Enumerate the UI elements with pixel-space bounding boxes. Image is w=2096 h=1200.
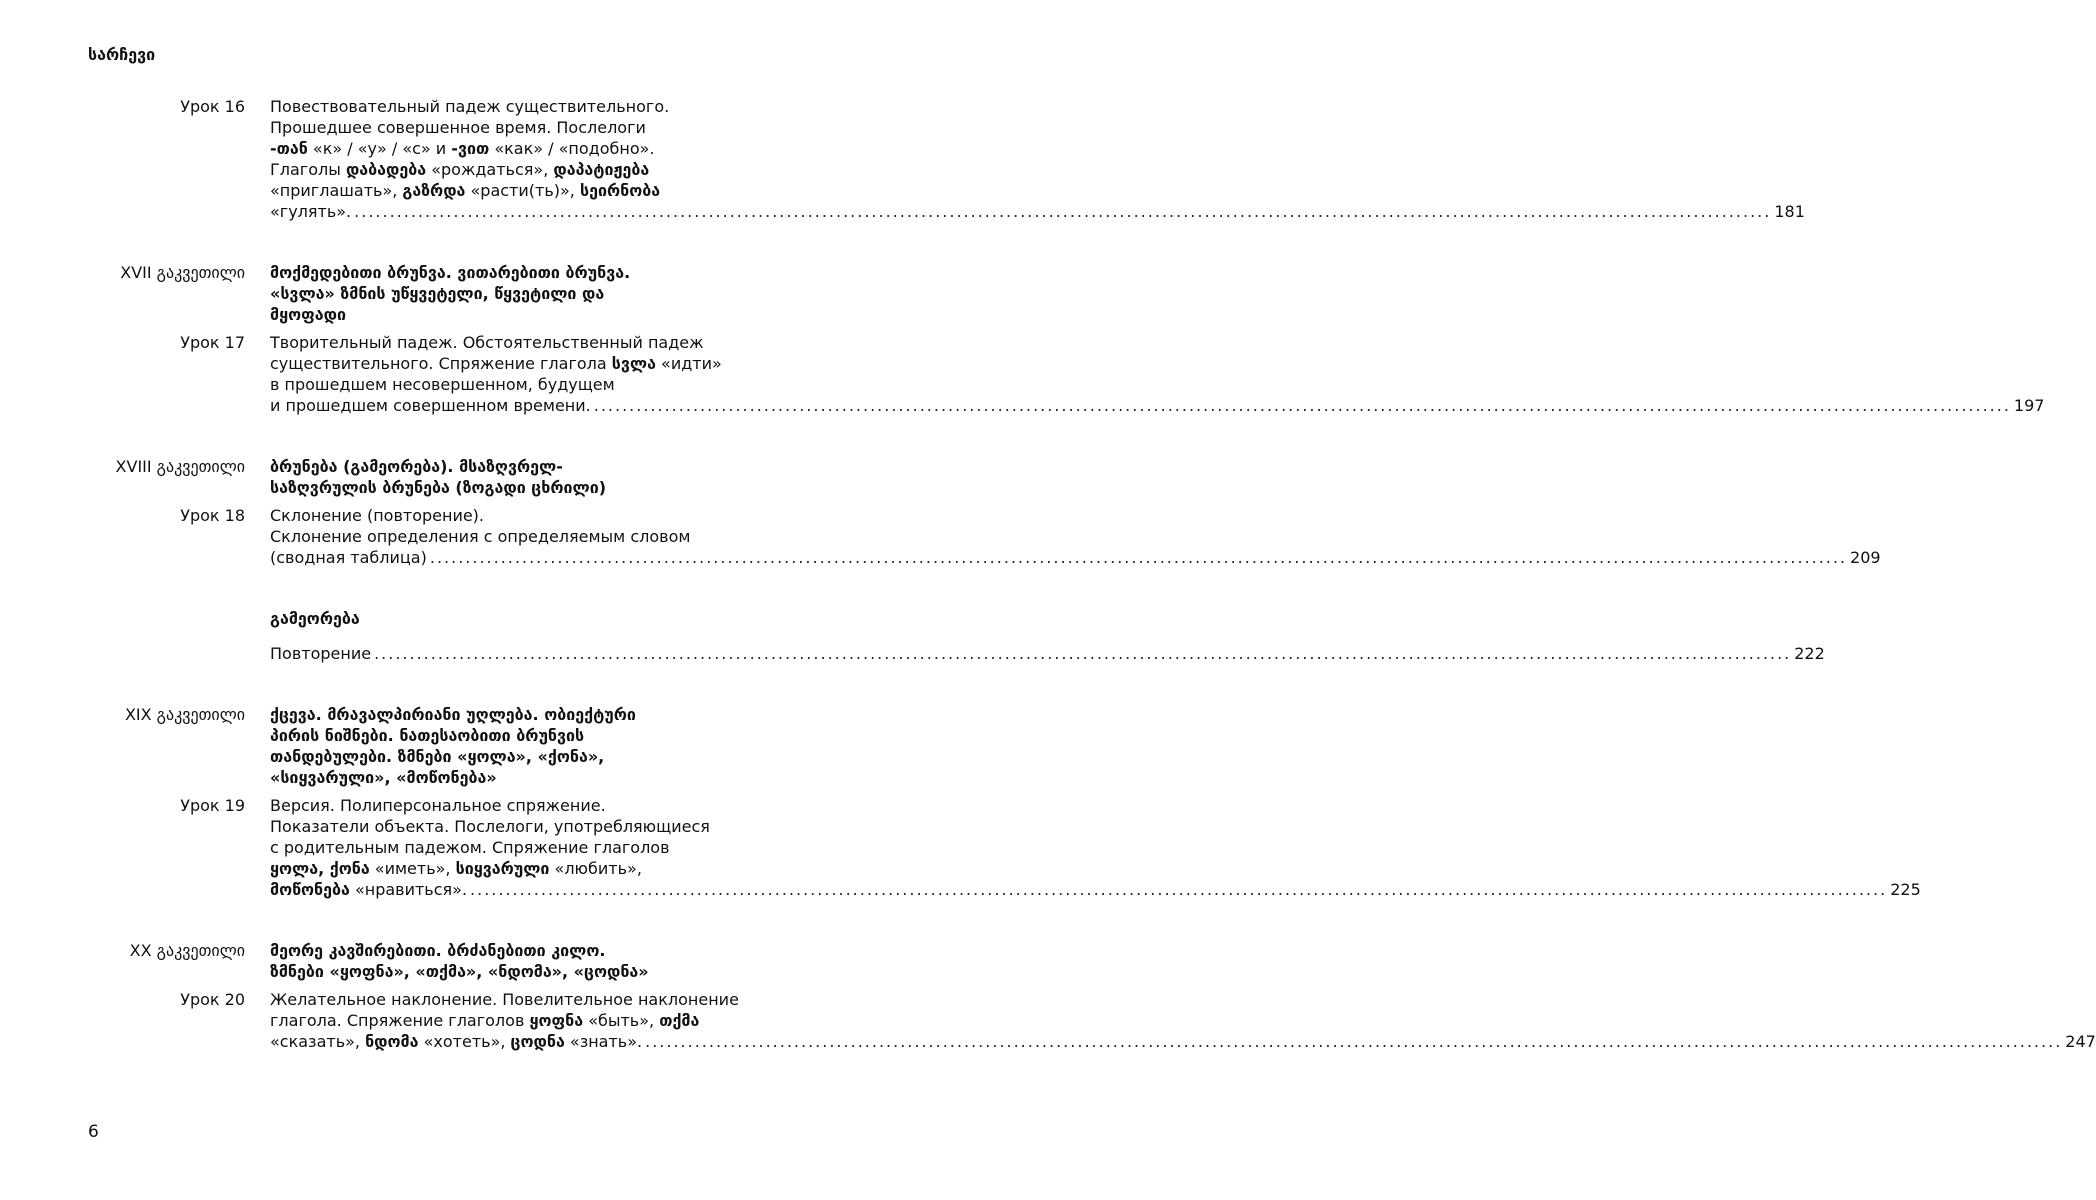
entry-label: Урок 19 [180,796,245,815]
text-run: ქცევა. მრავალპირიანი უღლება. ობიექტური [270,705,636,724]
toc-lesson-entry [0,332,2045,416]
entry-label: Урок 17 [180,333,245,352]
text-run: «гулять». [270,202,352,221]
entry-last-text [270,879,467,900]
text-run: გამეორება [270,609,360,628]
entry-line [270,746,740,767]
bold-term: თქმა [659,1011,700,1030]
toc-lesson-entry [0,643,1825,664]
entry-line [270,304,740,325]
entry-last-line [270,643,1825,664]
page-ref: 247 [2065,1032,2096,1051]
leader-dots: ........................................................................................................................................................................................................ [645,1032,2063,1051]
entry-line [270,837,740,858]
entry-line [270,262,740,283]
entry-line [270,1010,740,1031]
bold-term: დაბადება [345,160,427,179]
bold-term: ცოდნა [510,1032,565,1051]
bold-term: სიყვარული [455,859,550,878]
bold-term: სვლა [611,354,656,373]
toc-chapter-heading [0,456,843,498]
entry-line [270,526,740,547]
text-run: მოქმედებითი ბრუნვა. ვითარებითი ბრუნვა. [270,263,631,282]
entry-label: XX გაკვეთილი [129,941,245,960]
entry-line [270,96,740,117]
entry-last-text [270,395,591,416]
bold-term: სეირნობა [579,181,661,200]
page-number: 6 [88,1122,99,1142]
entry-text [270,332,2045,416]
bold-term: ყოლა, ქონა [270,859,370,878]
bold-term: ნდომა [365,1032,419,1051]
text-run: глагола. Спряжение глаголов [270,1011,530,1030]
text-run: «иметь», [369,859,456,878]
entry-line [270,353,740,374]
text-run: Прошедшее совершенное время. Послелоги [270,118,646,137]
text-run: «хотеть», [418,1032,511,1051]
text-run: პირის ნიშნები. ნათესაობითი ბრუნვის [270,726,585,745]
bold-term: გაზრდა [402,181,466,200]
toc-lesson-entry [0,795,1921,900]
text-run: (сводная таблица) [270,548,427,567]
entry-line [270,989,740,1010]
text-run: с родительным падежом. Спряжение глаголов [270,838,670,857]
text-run: Версия. Полиперсональное спряжение. [270,796,606,815]
text-run: «სვლა» ზმნის უწყვეტელი, წყვეტილი და [270,284,605,303]
entry-label: XVIII გაკვეთილი [115,457,245,476]
toc-chapter-heading [0,262,843,325]
entry-text [270,643,1825,664]
text-run: Творительный падеж. Обстоятельственный падеж [270,333,704,352]
toc-lesson-entry [0,505,1881,568]
entry-line [270,505,740,526]
text-run: «სიყვარული», «მოწონება» [270,768,497,787]
entry-last-text [270,643,371,664]
text-run: მეორე კავშირებითი. ბრძანებითი კილო. [270,941,606,960]
text-run: საზღვრულის ბრუნება (ზოგადი ცხრილი) [270,478,607,497]
entry-line [270,704,740,725]
entry-line [270,767,740,788]
leader-dots: ........................................................................................................................................................................................................ [429,548,1848,567]
bold-term: მოწონება [270,880,350,899]
entry-line [270,456,740,477]
entry-last-line [270,879,1921,900]
entry-text [270,795,1921,900]
entry-text [270,608,740,629]
bold-term: დაპატიჟება [553,160,650,179]
text-run: Склонение определения с определяемым словом [270,527,691,546]
entry-line [270,795,740,816]
entry-label: Урок 16 [180,97,245,116]
entry-last-line [270,547,1881,568]
entry-text [270,704,740,788]
text-run: Склонение (повторение). [270,506,485,525]
page-ref: 197 [2013,396,2045,415]
entry-last-text [270,1031,642,1052]
toc-chapter-heading [0,940,843,982]
toc-chapter-heading [0,704,843,788]
text-run: «любить», [549,859,642,878]
entry-line [270,374,740,395]
text-run: существительного. Спряжение глагола [270,354,612,373]
text-run: ზმნები «ყოფნა», «თქმა», «ნდომა», «ცოდნა» [270,962,649,981]
text-run: Показатели объекта. Послелоги, употребляющиеся [270,817,710,836]
entry-text [270,940,740,982]
text-run: «к» / «у» / «с» и [307,139,452,158]
entry-line [270,477,740,498]
page-ref: 181 [1774,202,1805,221]
text-run: Желательное наклонение. Повелительное наклонение [270,990,739,1009]
entry-label: XIX გაკვეთილი [124,705,245,724]
bold-term: -ვით [451,139,490,158]
bold-term: -თან [270,139,308,158]
entry-text [270,505,1881,568]
text-run: თანდებულები. ზმნები «ყოლა», «ქონა», [270,747,605,766]
text-run: «идти» [655,354,722,373]
text-run: Повторение [270,644,372,663]
entry-line [270,961,740,982]
text-run: ბრუნება (გამეორება). მსაზღვრელ- [270,457,563,476]
text-run: «расти(ть)», [465,181,580,200]
entry-line [270,283,740,304]
leader-dots: ........................................................................................................................................................................................................ [593,396,2011,415]
entry-last-text [270,547,427,568]
entry-line [270,117,740,138]
entry-line [270,138,740,159]
text-run: «рождаться», [426,160,554,179]
leader-dots: ........................................................................................................................................................................................................ [374,644,1792,663]
text-run: «быть», [583,1011,660,1030]
entry-last-line [270,201,1805,222]
entry-text [270,96,1805,222]
leader-dots: ........................................................................................................................................................................................................ [354,202,1772,221]
toc-lesson-entry [0,989,2096,1052]
entry-line [270,816,740,837]
page-ref: 225 [1890,880,1921,899]
entry-line [270,159,740,180]
text-run: и прошедшем совершенном времени. [270,396,591,415]
entry-line [270,725,740,746]
toc-lesson-entry [0,96,1805,222]
entry-text [270,456,740,498]
entry-last-text [270,201,351,222]
page-ref: 222 [1794,644,1825,663]
contents-title: სარჩევი [88,45,156,64]
entry-line [270,332,740,353]
entry-last-line [270,1031,2096,1052]
text-run: в прошедшем несовершенном, будущем [270,375,615,394]
text-run: Повествовательный падеж существительного. [270,97,670,116]
entry-text [270,262,740,325]
text-run: Глаголы [270,160,346,179]
entry-label: Урок 18 [180,506,245,525]
leader-dots: ........................................................................................................................................................................................................ [470,880,1888,899]
text-run: «приглашать», [270,181,403,200]
entry-line [270,608,740,629]
table-of-contents [0,96,2096,1052]
page-ref: 209 [1850,548,1881,567]
entry-label: XVII გაკვეთილი [120,263,245,282]
entry-text [270,989,2096,1052]
text-run: «нравиться». [349,880,468,899]
toc-chapter-heading [0,608,843,629]
text-run: «сказать», [270,1032,366,1051]
text-run: «знать». [564,1032,643,1051]
entry-label: Урок 20 [180,990,245,1009]
entry-last-line [270,395,2045,416]
text-run: მყოფადი [270,305,346,324]
text-run: «как» / «подобно». [489,139,655,158]
entry-line [270,180,740,201]
entry-line [270,858,740,879]
bold-term: ყოფნა [529,1011,584,1030]
entry-line [270,940,740,961]
